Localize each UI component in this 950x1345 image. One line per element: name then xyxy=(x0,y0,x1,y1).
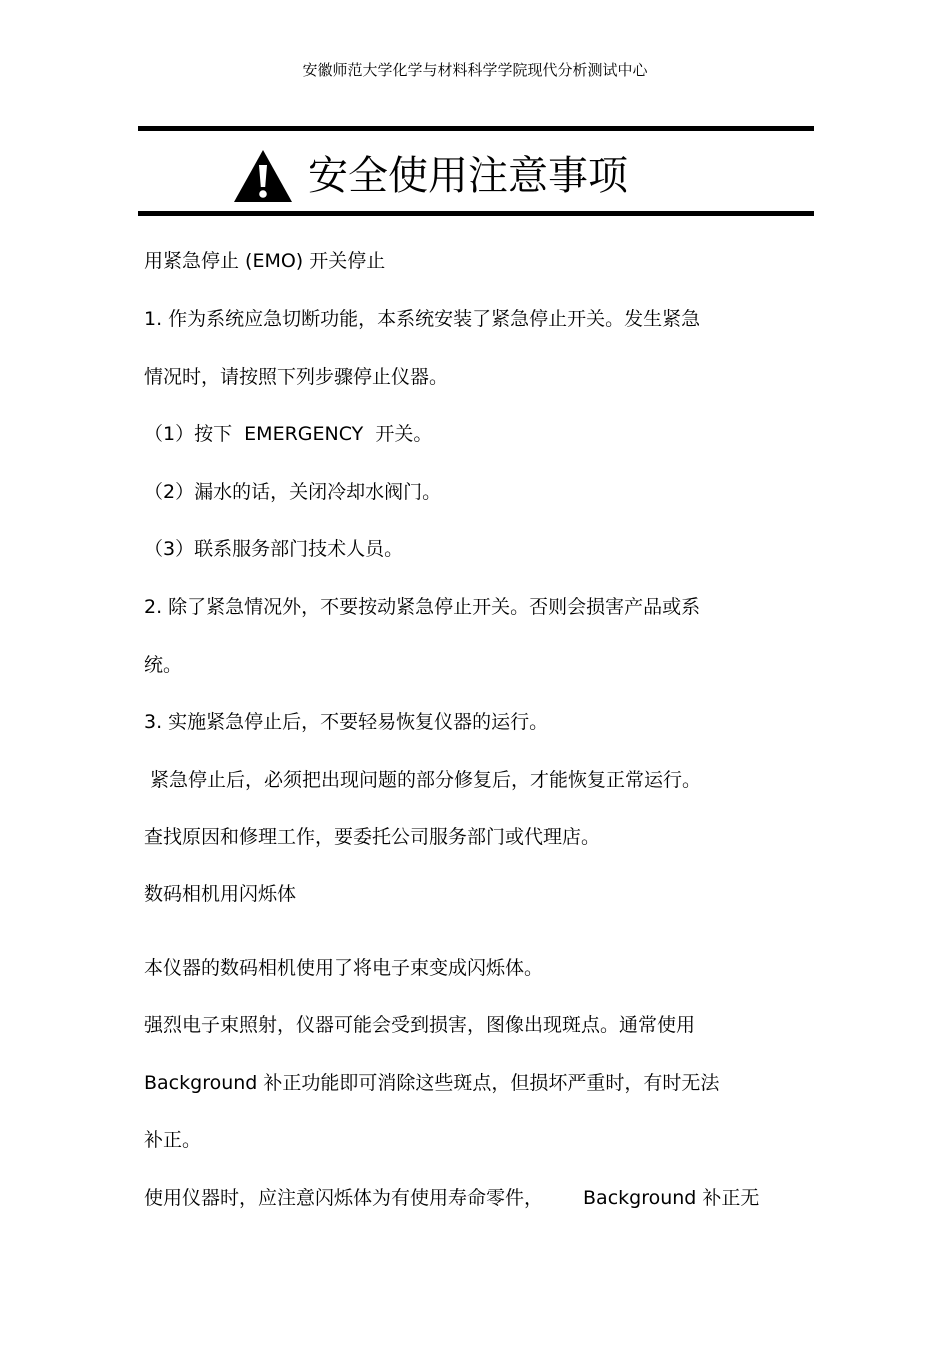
paragraph-line xyxy=(144,1185,759,1211)
title-block xyxy=(232,146,628,206)
paragraph-line: 统。 xyxy=(144,654,183,676)
paragraph-line-left: 使用仪器时，应注意闪烁体为有使用寿命零件， xyxy=(144,1187,544,1209)
warning-triangle-icon xyxy=(232,148,294,204)
title-bottom-rule xyxy=(138,211,814,216)
section-heading-scintillator: 数码相机用闪烁体 xyxy=(144,883,297,905)
paragraph-line: 本仪器的数码相机使用了将电子束变成闪烁体。 xyxy=(144,957,544,979)
paragraph-line: 情况时，请按照下列步骤停止仪器。 xyxy=(144,366,449,388)
paragraph-line: 3. 实施紧急停止后，不要轻易恢复仪器的运行。 xyxy=(144,711,549,733)
paragraph-line: 1. 作为系统应急切断功能，本系统安装了紧急停止开关。发生紧急 xyxy=(144,308,701,330)
title-top-rule xyxy=(138,126,814,131)
step-line: （1）按下 EMERGENCY 开关。 xyxy=(144,423,433,445)
paragraph-line: 补正。 xyxy=(144,1129,202,1151)
paragraph-line: 查找原因和修理工作，要委托公司服务部门或代理店。 xyxy=(144,826,601,848)
paragraph-line: 紧急停止后，必须把出现问题的部分修复后，才能恢复正常运行。 xyxy=(144,769,702,791)
paragraph-line: 强烈电子束照射，仪器可能会受到损害，图像出现斑点。通常使用 xyxy=(144,1014,696,1036)
paragraph-line-right: Background 补正无 xyxy=(583,1187,760,1209)
step-line: （3）联系服务部门技术人员。 xyxy=(144,538,404,560)
paragraph-line: Background 补正功能即可消除这些斑点，但损坏严重时，有时无法 xyxy=(144,1072,720,1094)
paragraph-line: 2. 除了紧急情况外，不要按动紧急停止开关。否则会损害产品或系 xyxy=(144,596,701,618)
step-line: （2）漏水的话，关闭冷却水阀门。 xyxy=(144,481,442,503)
page-title: 安全使用注意事项 xyxy=(308,153,628,199)
section-heading-emo: 用紧急停止 (EMO) 开关停止 xyxy=(144,250,386,272)
page-header: 安徽师范大学化学与材料科学学院现代分析测试中心 xyxy=(302,61,648,79)
